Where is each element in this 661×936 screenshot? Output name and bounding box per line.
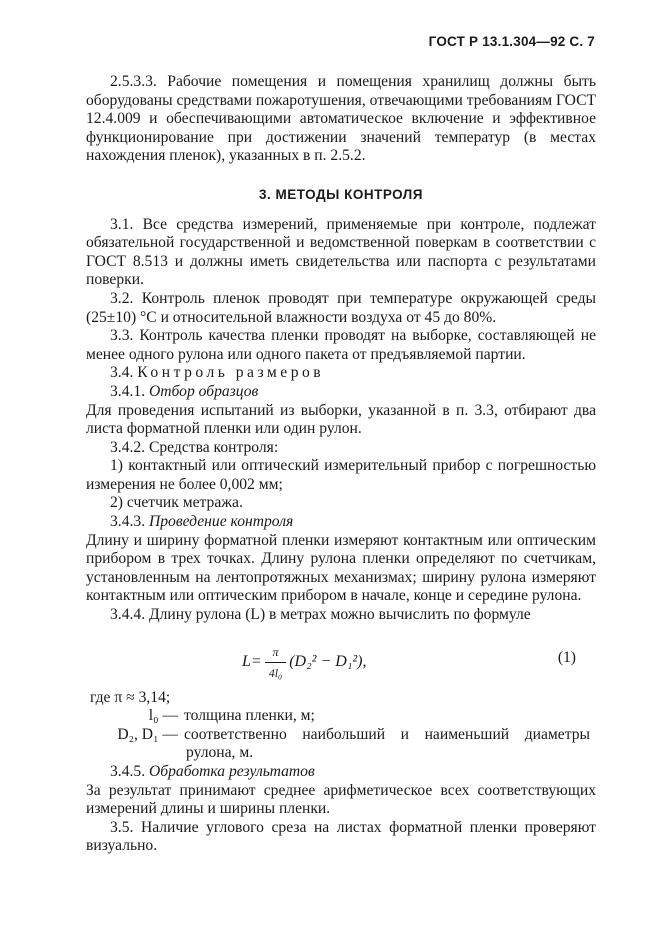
formula-number: (1)	[557, 648, 576, 666]
paragraph-3-4-4: 3.4.4. Длину рулона (L) в метрах можно вычислить по формуле	[110, 606, 531, 624]
paragraph-3-4	[86, 364, 596, 383]
paragraph-number: 3.4.3.	[110, 513, 146, 531]
document-body	[86, 73, 596, 856]
section-title: 3. МЕТОДЫ КОНТРОЛЯ	[259, 186, 423, 202]
definition-row	[86, 726, 596, 745]
definition-text: толщина пленки, м;	[184, 707, 315, 725]
paragraph-3-3: 3.3. Контроль качества пленки проводят на выборке, составляющей не менее одного рулона или одного пакета от предъявляемой партии.	[86, 327, 596, 363]
paragraph-3-4-1-text: Для проведения испытаний из выборки, указанной в п. 3.3, отбирают два листа форматной пленки или один рулон.	[86, 401, 596, 438]
definition-row	[86, 707, 596, 726]
formula-lhs: L=	[242, 653, 262, 671]
paragraph-3-4-5-heading	[86, 763, 596, 782]
paragraph-3-4-2: 3.4.2. Средства контроля:	[110, 438, 279, 456]
formula-fraction	[265, 643, 287, 683]
paragraph-3-2: 3.2. Контроль пленок проводят при температуре окружающей среды (25±10) °С и относительной влажности воздуха от 45 до 80%.	[86, 289, 596, 326]
list-item: 2) счетчик метража.	[110, 494, 243, 512]
formula-definitions	[86, 689, 596, 763]
paragraph-number: 3.4.1.	[110, 382, 146, 400]
paragraph-number: 3.4.5.	[110, 763, 146, 780]
definition-text: соответственно наибольший и наименьший диаметры	[184, 725, 590, 743]
formula-rhs: (D₂² − D₁²),	[289, 653, 367, 671]
formula-numerator: π	[272, 644, 279, 659]
paragraph-3-4-3-heading	[86, 513, 596, 532]
definition-continuation: рулона, м.	[186, 744, 254, 762]
subsection-title: Контроль размеров	[137, 364, 325, 382]
paragraph-3-4-5-text: За результат принимают среднее арифметическое всех соответствующих измерений длины и ширины пленки.	[86, 781, 596, 818]
list-item: 1) контактный или оптический измерительный прибор с погрешностью измерения не более 0,002 мм;	[86, 457, 596, 493]
subsection-title: Отбор образцов	[149, 382, 259, 400]
where-intro: где π ≈ 3,14;	[90, 688, 171, 706]
paragraph-3-1: 3.1. Все средства измерений, применяемые при контроле, подлежат обязательной государственной и ведомственной поверкам в соответствии с ГОСТ 8.513 и должны иметь свидетельства или паспорта с результатами поверки.	[86, 215, 596, 289]
definition-symbol: D₂, D₁ —	[117, 725, 178, 743]
paragraph-2-5-3-3: 2.5.3.3. Рабочие помещения и помещения хранилищ должны быть оборудованы средствами пожаротушения, отвечающими требованиям ГОСТ 12.4.009 и обеспечивающими автоматическое включение и эффективное функционирование при достижении значений температур (в местах нахождения пленок), указанных в п. 2.5.2.	[86, 73, 596, 165]
paragraph-3-4-3-text: Длину и ширину форматной пленки измеряют контактным или оптическим прибором в трех точках. Длину рулона пленки определяют по счетчикам, установленным на лентопротяжных механизмах; ширину рулона измеряют контактным или оптическим прибором в начале, конце и середине рулона.	[86, 531, 596, 605]
paragraph-3-4-1-heading	[86, 383, 596, 402]
definition-symbol: l₀ —	[148, 707, 178, 725]
subsection-title: Обработка результатов	[149, 763, 315, 780]
formula-block	[86, 635, 596, 685]
subsection-title: Проведение контроля	[149, 513, 294, 531]
paragraph-number: 3.4.	[110, 364, 134, 382]
formula-denominator: 4l₀	[265, 662, 287, 683]
formula	[242, 643, 367, 683]
paragraph-3-5: 3.5. Наличие углового среза на листах форматной пленки проверяют визуально.	[86, 818, 596, 855]
page-header: ГОСТ Р 13.1.304—92 С. 7	[428, 34, 595, 49]
